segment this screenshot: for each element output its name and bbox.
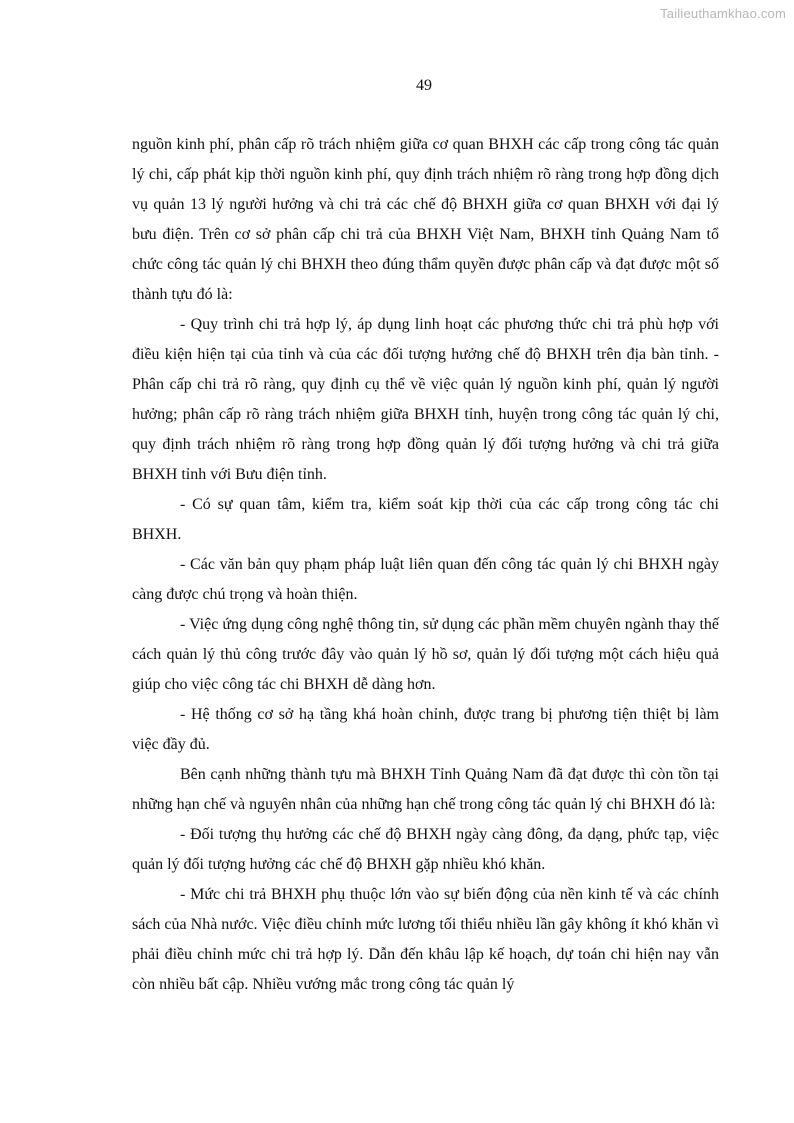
watermark-text: Tailieuthamkhao.com bbox=[660, 6, 786, 21]
page-number: 49 bbox=[416, 77, 432, 94]
paragraph-4: - Các văn bản quy phạm pháp luật liên quan đến công tác quản lý chi BHXH ngày càng được chú trọng và hoàn thiện. bbox=[132, 556, 719, 603]
paragraph-7: Bên cạnh những thành tựu mà BHXH Tỉnh Quảng Nam đã đạt được thì còn tồn tại những hạn chế và nguyên nhân của những hạn chế trong công tác quản lý chi BHXH đó là: bbox=[132, 766, 719, 813]
paragraph-5: - Việc ứng dụng công nghệ thông tin, sử dụng các phần mềm chuyên ngành thay thế cách quản lý thủ công trước đây vào quản lý hồ sơ, quản lý đối tượng một cách hiệu quả giúp cho việc công tác chi BHXH dễ dàng hơn. bbox=[132, 616, 719, 693]
paragraph-3: - Có sự quan tâm, kiểm tra, kiểm soát kịp thời của các cấp trong công tác chi BHXH. bbox=[132, 496, 719, 543]
paragraph-2: - Quy trình chi trả hợp lý, áp dụng linh hoạt các phương thức chi trả phù hợp với điều kiện hiện tại của tỉnh và của các đối tượng hưởng chế độ BHXH trên địa bàn tỉnh. - Phân cấp chi trả rõ ràng, quy định cụ thể về việc quản lý nguồn kinh phí, quản lý người hưởng; phân cấp rõ ràng trách nhiệm giữa BHXH tỉnh, huyện trong công tác quản lý chi, quy định trách nhiệm rõ ràng trong hợp đồng quản lý đối tượng hưởng và chi trả giữa BHXH tỉnh với Bưu điện tỉnh. bbox=[132, 316, 719, 483]
document-body bbox=[132, 130, 719, 1000]
paragraph-8: - Đối tượng thụ hưởng các chế độ BHXH ngày càng đông, đa dạng, phức tạp, việc quản lý đối tượng hưởng các chế độ BHXH gặp nhiều khó khăn. bbox=[132, 826, 719, 873]
paragraph-1: nguồn kinh phí, phân cấp rõ trách nhiệm giữa cơ quan BHXH các cấp trong công tác quản lý chi, cấp phát kịp thời nguồn kinh phí, quy định trách nhiệm rõ ràng trong hợp đồng dịch vụ quản 13 lý người hưởng và chi trả các chế độ BHXH giữa cơ quan BHXH với đại lý bưu điện. Trên cơ sở phân cấp chi trả của BHXH Việt Nam, BHXH tỉnh Quảng Nam tổ chức công tác quản lý chi BHXH theo đúng thẩm quyền được phân cấp và đạt được một số thành tựu đó là: bbox=[132, 136, 719, 303]
paragraph-6: - Hệ thống cơ sở hạ tầng khá hoàn chỉnh, được trang bị phương tiện thiệt bị làm việc đầy đủ. bbox=[132, 706, 719, 753]
paragraph-9: - Mức chi trả BHXH phụ thuộc lớn vào sự biến động của nền kinh tế và các chính sách của Nhà nước. Việc điều chỉnh mức lương tối thiểu nhiều lần gây không ít khó khăn vì phải điều chỉnh mức chi trả hợp lý. Dẫn đến khâu lập kế hoạch, dự toán chi hiện nay vẫn còn nhiều bất cập. Nhiều vướng mắc trong công tác quản lý bbox=[132, 886, 719, 993]
